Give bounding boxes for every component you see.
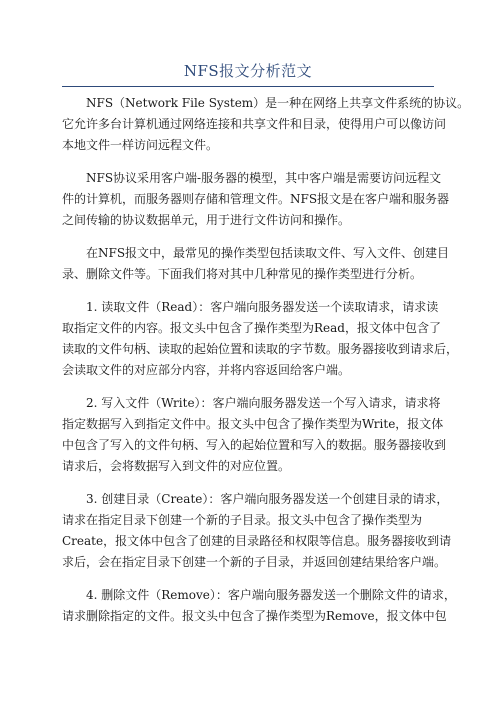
- paragraph-line: 请求在指定目录下创建一个新的子目录。报文头中包含了操作类型为: [62, 513, 423, 527]
- paragraph-line: 取指定文件的内容。报文头中包含了操作类型为Read，报文体中包含了: [62, 321, 441, 335]
- paragraph-remove: [62, 585, 456, 627]
- paragraph-line: 4. 删除文件（Remove）：客户端向服务器发送一个删除文件的请求，: [86, 588, 456, 602]
- paragraph-write: [62, 393, 447, 477]
- paragraph-line: 录、删除文件等。下面我们将对其中几种常见的操作类型进行分析。: [62, 267, 423, 281]
- paragraph-line: 本地文件一样访问远程文件。: [62, 138, 219, 152]
- paragraph-line: 请求后，会将数据写入到文件的对应位置。: [62, 459, 291, 473]
- paragraph-line: 件的计算机，而服务器则存储和管理文件。NFS报文是在客户端和服务器: [62, 192, 450, 206]
- paragraph-line: 它允许多台计算机通过网络连接和共享文件和目录，使得用户可以像访问: [62, 117, 447, 131]
- paragraph-line: 会读取文件的对应部分内容，并将内容返回给客户端。: [62, 363, 351, 377]
- paragraph-read: [62, 297, 459, 381]
- paragraph-intro: [62, 93, 470, 156]
- paragraph-line: 指定数据写入到指定文件中。报文头中包含了操作类型为Write，报文体: [62, 417, 444, 431]
- paragraph-line: 3. 创建目录（Create）：客户端向服务器发送一个创建目录的请求，: [86, 492, 449, 506]
- paragraph-line: Create，报文体中包含了创建的目录路径和权限等信息。服务器接收到请: [62, 534, 452, 548]
- paragraph-line: NFS（Network File System）是一种在网络上共享文件系统的协议。: [86, 96, 470, 110]
- paragraph-line: 中包含了写入的文件句柄、写入的起始位置和写入的数据。服务器接收到: [62, 438, 447, 452]
- paragraph-line: 在NFS报文中，最常见的操作类型包括读取文件、写入文件、创建目: [86, 246, 450, 260]
- paragraph-line: 读取的文件句柄、读取的起始位置和读取的字节数。服务器接收到请求后，: [62, 342, 459, 356]
- document-body: [62, 93, 470, 639]
- paragraph-operations: [62, 243, 450, 285]
- paragraph-line: 1. 读取文件（Read）：客户端向服务器发送一个读取请求，请求读: [86, 300, 439, 314]
- paragraph-create: [62, 489, 452, 573]
- document-title: NFS报文分析范文: [183, 62, 313, 80]
- paragraph-model: [62, 168, 450, 231]
- paragraph-line: 之间传输的协议数据单元，用于进行文件访问和操作。: [62, 213, 351, 227]
- paragraph-line: 求后，会在指定目录下创建一个新的子目录，并返回创建结果给客户端。: [62, 555, 447, 569]
- title-underline: [62, 86, 434, 87]
- paragraph-line: 2. 写入文件（Write）：客户端向服务器发送一个写入请求，请求将: [86, 396, 441, 410]
- paragraph-line: NFS协议采用客户端-服务器的模型，其中客户端是需要访问远程文: [86, 171, 442, 185]
- paragraph-line: 请求删除指定的文件。报文头中包含了操作类型为Remove，报文体中包: [62, 609, 447, 623]
